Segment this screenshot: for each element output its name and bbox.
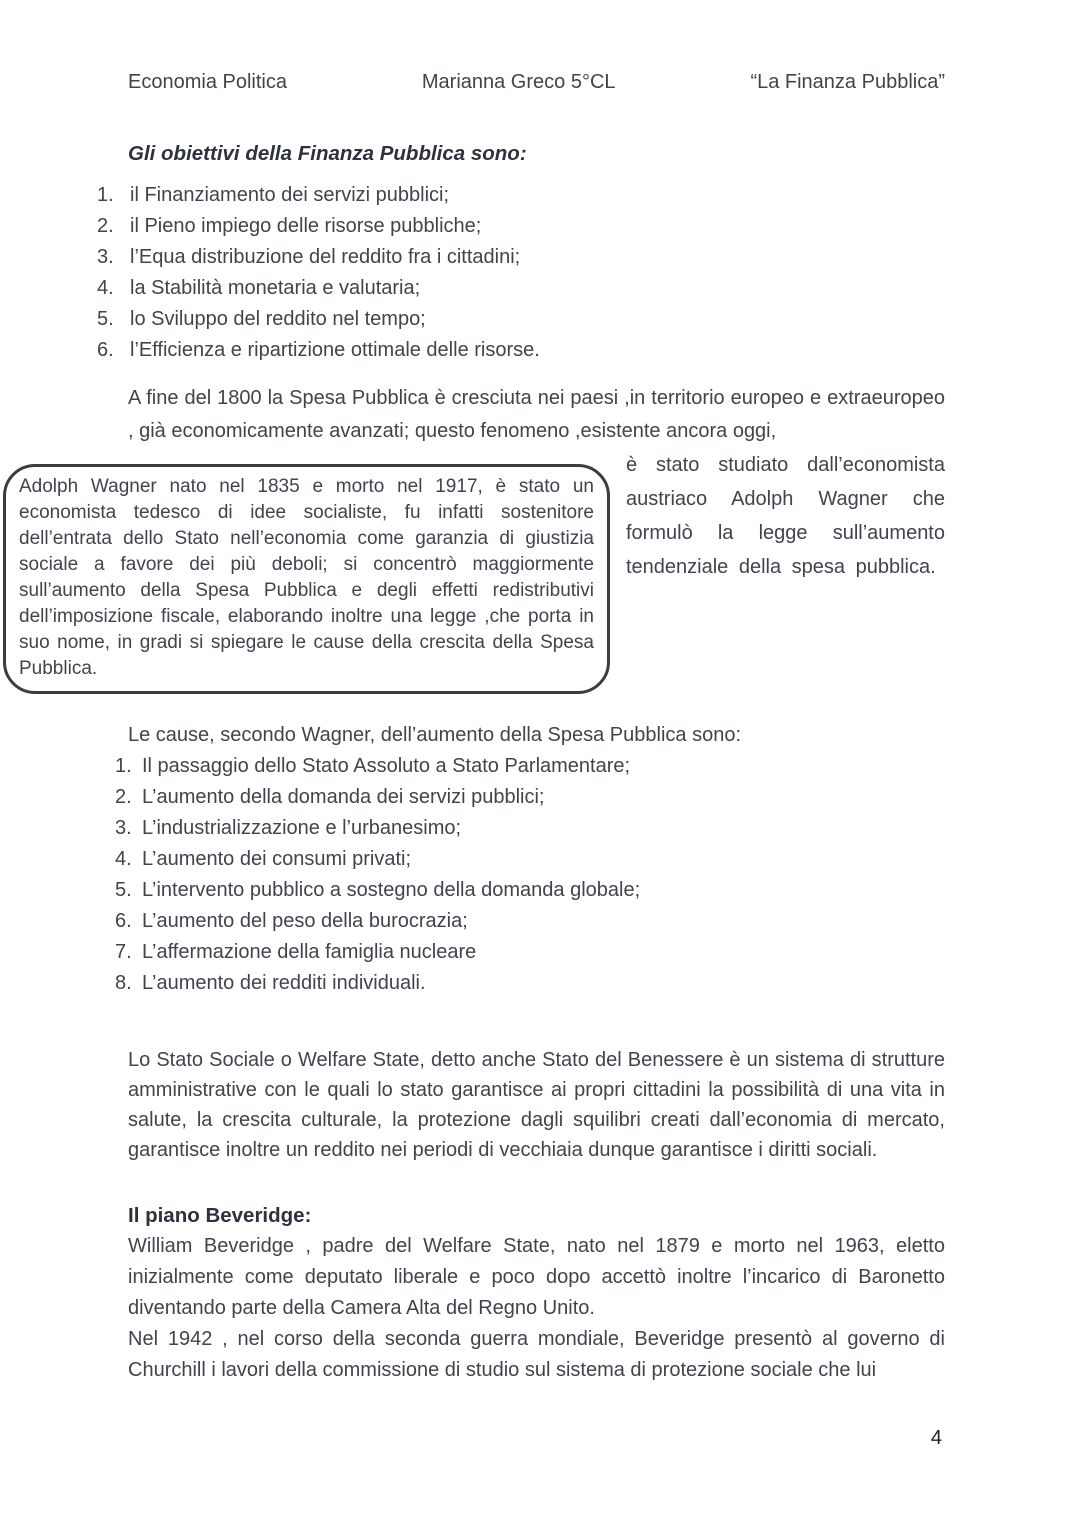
wagner-callout-box — [3, 464, 610, 694]
list-item: l’Equa distribuzione del reddito fra i cittadini; — [130, 246, 521, 268]
list-item: L’industrializzazione e l’urbanesimo; — [142, 817, 462, 839]
list-item: L’intervento pubblico a sostegno della domanda globale; — [142, 879, 641, 901]
header-doc-title: “La Finanza Pubblica” — [750, 71, 945, 93]
beveridge-paragraph-2: Nel 1942 , nel corso della seconda guerra mondiale, Beveridge presentò al governo di Churchill i lavori della commissione di studio sul sistema di protezione sociale che lui — [128, 1328, 945, 1381]
beveridge-paragraph-1: William Beveridge , padre del Welfare State, nato nel 1879 e morto nel 1963, eletto inizialmente come deputato liberale e poco dopo accettò inoltre l’incarico di Baronetto diventando parte della Camera Alta del Regno Unito. — [128, 1235, 945, 1319]
objectives-heading: Gli obiettivi della Finanza Pubblica sono: — [128, 142, 527, 165]
list-item: L’affermazione della famiglia nucleare — [142, 941, 477, 963]
header-author: Marianna Greco 5°CL — [421, 71, 616, 93]
header-course-title: Economia Politica — [128, 71, 287, 93]
beveridge-heading: Il piano Beveridge: — [128, 1204, 312, 1227]
list-item: il Finanziamento dei servizi pubblici; — [130, 184, 450, 206]
welfare-paragraph: Lo Stato Sociale o Welfare State, detto anche Stato del Benessere è un sistema di strutture amministrative con le quali lo stato garantisce ai propri cittadini la possibilità di una vita in salute, la crescita culturale, la protezione dagli squilibri creati dall’economia di mercato, garantisce inoltre un reddito nei periodi di vecchiaia dunque garantisce i diritti sociali. — [128, 1049, 945, 1161]
list-item: il Pieno impiego delle risorse pubbliche; — [130, 215, 482, 237]
spesa-intro-paragraph: A fine del 1800 la Spesa Pubblica è cresciuta nei paesi ,in territorio europeo e extraeuropeo , già economicamente avanzati; questo fenomeno ,esistente ancora oggi, — [128, 387, 945, 442]
wagner-section — [19, 454, 945, 694]
list-item: l’Efficienza e ripartizione ottimale delle risorse. — [130, 339, 540, 361]
list-item: L’aumento dei consumi privati; — [142, 848, 412, 870]
list-item: la Stabilità monetaria e valutaria; — [130, 277, 421, 299]
list-item: L’aumento dei redditi individuali. — [142, 972, 426, 994]
list-item: L’aumento del peso della burocrazia; — [142, 910, 468, 932]
document-header — [128, 70, 945, 94]
list-item: lo Sviluppo del reddito nel tempo; — [130, 308, 426, 330]
objectives-list — [130, 180, 945, 366]
list-item: Il passaggio dello Stato Assoluto a Stato Parlamentare; — [142, 755, 631, 777]
causes-list — [142, 751, 945, 999]
list-item: L’aumento della domanda dei servizi pubblici; — [142, 786, 545, 808]
page-number: 4 — [930, 1427, 942, 1449]
wagner-wrap-text: è stato studiato dall’economista austriaco Adolph Wagner che formulò la legge sull’aumento tendenziale della spesa pubblica. — [626, 454, 945, 578]
causes-intro-paragraph: Le cause, secondo Wagner, dell’aumento della Spesa Pubblica sono: — [128, 724, 741, 746]
wagner-box-text: Adolph Wagner nato nel 1835 e morto nel 1917, è stato un economista tedesco di idee socialiste, fu infatti sostenitore dell’entrata dello Stato nell’economia come garanzia di giustizia sociale a favore dei più deboli; si concentrò maggiormente sull’aumento della Spesa Pubblica e degli effetti redistributivi dell’imposizione fiscale, elaborando inoltre una legge ,che porta in suo nome, in gradi si spiegare le cause della crescita della Spesa Pubblica. — [19, 476, 594, 679]
